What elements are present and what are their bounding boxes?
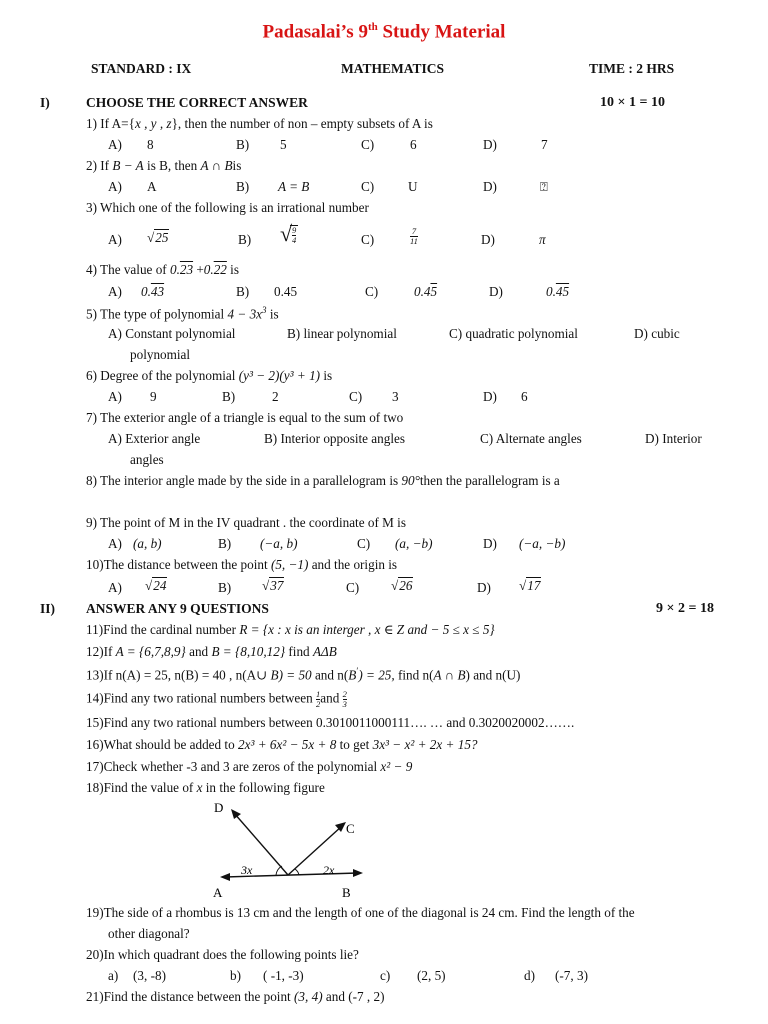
option-label: A) <box>108 232 122 247</box>
option-label: a) <box>108 968 119 983</box>
option-label: B) <box>218 580 232 595</box>
angle-figure <box>200 796 380 902</box>
option-label: C) <box>349 389 363 404</box>
question-10: 10)The distance between the point (5, −1) and the origin is <box>86 557 398 572</box>
subject-label: MATHEMATICS <box>341 61 445 76</box>
question-15: 15)Find any two rational numbers between 0.3010011000111…. … and 0.3020020002……. <box>86 715 575 730</box>
option-label: B) <box>218 536 232 551</box>
option-label: D) <box>481 232 495 247</box>
section-1-marks: 10 × 1 = 10 <box>600 95 665 110</box>
option-label: C) <box>365 284 379 299</box>
arrow-a-icon <box>220 873 230 881</box>
option-value: (a, b) <box>133 536 162 551</box>
time-label: TIME : 2 HRS <box>589 61 675 76</box>
option-label: A) <box>108 179 122 194</box>
question-13: 13)If n(A) = 25, n(B) = 40 , n(A∪ B) = 50 and n(B′) = 25, find n(A ∩ B) and n(U) <box>86 666 521 683</box>
option-text: B) Interior opposite angles <box>264 431 405 446</box>
option-label: A) <box>108 137 122 152</box>
angle-arc-right <box>295 869 299 875</box>
question-7: 7) The exterior angle of a triangle is equal to the sum of two <box>86 410 404 425</box>
option-label: A) <box>108 284 122 299</box>
option-value: √25 <box>147 230 169 245</box>
option-label: B) <box>236 179 250 194</box>
label-b: B <box>342 885 351 900</box>
option-label: D) <box>483 536 497 551</box>
question-4: 4) The value of 0.23 +0.22 is <box>86 262 239 277</box>
option-value: 2 <box>272 389 279 404</box>
option-label: B) <box>236 284 250 299</box>
option-value: 8 <box>147 137 154 152</box>
option-value: π <box>539 232 546 247</box>
question-9: 9) The point of M in the IV quadrant . the coordinate of M is <box>86 515 406 530</box>
question-16: 16)What should be added to 2x³ + 6x² − 5x + 8 to get 3x³ − x² + 2x + 15? <box>86 737 478 752</box>
question-17: 17)Check whether -3 and 3 are zeros of the polynomial x² − 9 <box>86 759 413 774</box>
option-value: (-7, 3) <box>555 968 588 983</box>
option-text: B) linear polynomial <box>287 326 397 341</box>
option-value: $\frac{9}{4}$ <box>292 225 297 245</box>
option-value: √24 <box>145 578 167 593</box>
option-label: C) <box>361 137 375 152</box>
option-value: 9 <box>150 389 157 404</box>
section-2-marks: 9 × 2 = 18 <box>656 601 714 616</box>
question-1: 1) If A={x , y , z}, then the number of non – empty subsets of A is <box>86 116 433 131</box>
option-label: c) <box>380 968 391 983</box>
option-value: (−a, −b) <box>519 536 566 551</box>
label-d: D <box>214 800 224 815</box>
option-value: ( -1, -3) <box>263 968 304 983</box>
option-value: (−a, b) <box>260 536 298 551</box>
option-label: A) <box>108 580 122 595</box>
option-value: $\frac{7}{11}$ <box>410 226 418 246</box>
section-2-heading: ANSWER ANY 9 QUESTIONS <box>86 601 269 616</box>
arrow-d-icon <box>231 809 241 819</box>
option-label: B) <box>238 232 252 247</box>
option-label: D) <box>489 284 503 299</box>
option-label: C) <box>361 179 375 194</box>
arrow-b-icon <box>353 869 363 877</box>
option-text: A) Constant polynomial <box>108 326 236 341</box>
option-text: D) Interior <box>645 431 702 446</box>
option-value: (2, 5) <box>417 968 446 983</box>
option-label: C) <box>346 580 360 595</box>
sqrt-sign: √ <box>280 221 293 246</box>
option-label: b) <box>230 968 241 983</box>
page-title: Padasalai’s 9th Study Material <box>262 21 506 43</box>
option-text: D) cubic <box>634 326 680 341</box>
section-2-number: II) <box>40 601 56 616</box>
question-19: 19)The side of a rhombus is 13 cm and the length of one of the diagonal is 24 cm. Find the length of the <box>86 905 635 920</box>
option-value: √17 <box>519 578 541 593</box>
question-3: 3) Which one of the following is an irrational number <box>86 200 369 215</box>
option-value: U <box>408 179 418 194</box>
option-value: 3 <box>392 389 399 404</box>
option-value: √37 <box>262 578 284 593</box>
option-label: B) <box>222 389 236 404</box>
option-text: C) Alternate angles <box>480 431 582 446</box>
question-20: 20)In which quadrant does the following points lie? <box>86 947 359 962</box>
question-6: 6) Degree of the polynomial (y³ − 2)(y³ + 1) is <box>86 368 333 383</box>
option-value: 6 <box>521 389 528 404</box>
option-value: 0.45 <box>414 284 438 299</box>
option-label: B) <box>236 137 250 152</box>
option-value: 5 <box>280 137 287 152</box>
option-value: √26 <box>391 578 413 593</box>
question-8: 8) The interior angle made by the side in a parallelogram is 90°then the parallelogram is a <box>86 473 560 488</box>
option-label: C) <box>357 536 371 551</box>
option-label: D) <box>483 179 497 194</box>
option-value: (a, −b) <box>395 536 433 551</box>
option-value: A <box>147 179 157 194</box>
angle-label-left: 3x <box>241 863 253 877</box>
angle-label-right: 2x <box>323 863 335 877</box>
option-label: D) <box>483 137 497 152</box>
option-value: 6 <box>410 137 417 152</box>
section-1-heading: CHOOSE THE CORRECT ANSWER <box>86 95 308 110</box>
option-value: A = B <box>278 179 310 194</box>
option-value: (3, -8) <box>133 968 166 983</box>
option-label: A) <box>108 389 122 404</box>
option-value: 7 <box>541 137 548 152</box>
option-label: C) <box>361 232 375 247</box>
section-1-number: I) <box>40 95 50 110</box>
label-a: A <box>213 885 223 900</box>
option-label: d) <box>524 968 535 983</box>
option-text: C) quadratic polynomial <box>449 326 578 341</box>
question-19-continued: other diagonal? <box>108 926 190 941</box>
option-text-continued: polynomial <box>130 347 191 362</box>
question-11: 11)Find the cardinal number R = {x : x is an interger , x ∈ Z and − 5 ≤ x ≤ 5} <box>86 622 495 637</box>
question-12: 12)If A = {6,7,8,9} and B = {8,10,12} find AΔB <box>86 644 337 659</box>
label-c: C <box>346 821 355 836</box>
option-text: A) Exterior angle <box>108 431 201 446</box>
question-5: 5) The type of polynomial $4 - 3x^3$ is <box>86 305 279 322</box>
option-value: 0.43 <box>141 284 165 299</box>
option-label: D) <box>483 389 497 404</box>
standard-label: STANDARD : IX <box>91 61 192 76</box>
option-value: 0.45 <box>546 284 570 299</box>
missing-glyph-icon: ⍰ <box>540 179 548 194</box>
option-label: A) <box>108 536 122 551</box>
option-value: 0.45 <box>274 284 298 299</box>
question-21: 21)Find the distance between the point (3, 4) and (-7 , 2) <box>86 989 385 1004</box>
question-2: 2) If B − A is B, then A ∩ Bis <box>86 158 242 173</box>
option-text-continued: angles <box>130 452 164 467</box>
question-14: 14)Find any two rational numbers between $\frac{1}{2}$ and $\frac{2}{3}$ <box>86 689 347 709</box>
option-label: D) <box>477 580 491 595</box>
question-18: 18)Find the value of x in the following figure <box>86 780 325 795</box>
